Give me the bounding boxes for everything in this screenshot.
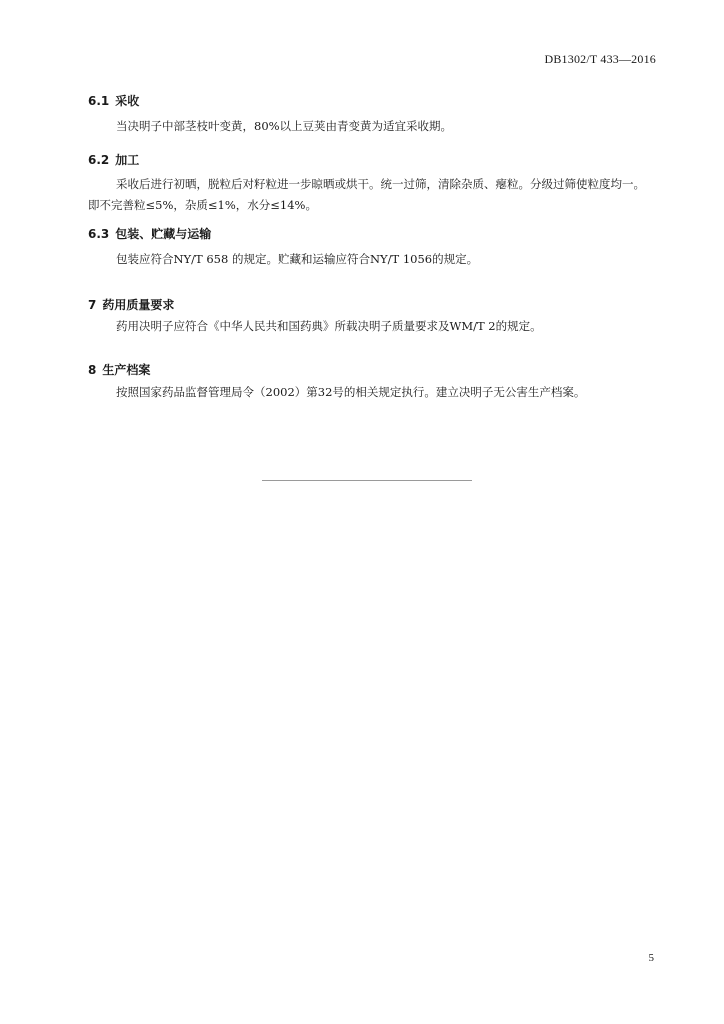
section-title: 生产档案: [102, 363, 151, 377]
section-title: 药用质量要求: [102, 298, 175, 312]
section-title: 包装、贮藏与运输: [115, 227, 212, 241]
section-number: 6.3: [88, 227, 110, 241]
section-number: 7: [88, 298, 97, 312]
section-title: 加工: [115, 153, 140, 167]
section-heading-7: [88, 296, 174, 313]
section-body-6-3: 包装应符合NY/T 658 的规定。贮藏和运输应符合NY/T 1056的规定。: [116, 252, 479, 266]
section-heading-6-2: [88, 151, 139, 168]
section-title: 采收: [115, 94, 140, 108]
section-number: 6.2: [88, 153, 110, 167]
section-number: 8: [88, 363, 97, 377]
section-heading-6-1: [88, 92, 139, 109]
section-body-6-2: 采收后进行初晒，脱粒后对籽粒进一步晾晒或烘干。统一过筛，清除杂质、瘪粒。分级过筛使粒度均一。即不完善粒≤5%，杂质≤1%，水分≤14%。: [88, 177, 645, 212]
section-body-6-1: 当决明子中部茎枝叶变黄，80%以上豆荚由青变黄为适宜采收期。: [116, 119, 453, 133]
page-number: 5: [648, 952, 654, 964]
standard-code: DB1302/T 433—2016: [544, 52, 656, 66]
section-heading-6-3: [88, 225, 211, 242]
section-number: 6.1: [88, 94, 110, 108]
section-body-7: 药用决明子应符合《中华人民共和国药典》所载决明子质量要求及WM/T 2的规定。: [116, 319, 542, 333]
section-body-8: 按照国家药品监督管理局令（2002）第32号的相关规定执行。建立决明子无公害生产档案。: [116, 385, 586, 399]
end-divider: [262, 480, 472, 481]
section-heading-8: [88, 361, 150, 378]
